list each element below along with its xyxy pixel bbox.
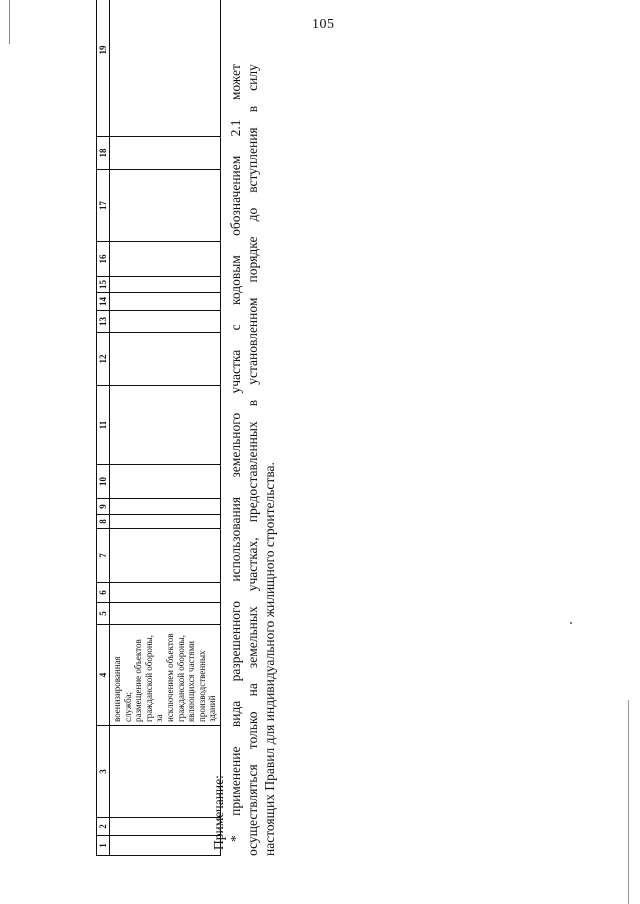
note-line-1 bbox=[227, 64, 244, 856]
scan-edge-left bbox=[9, 0, 10, 44]
cell-col-10 bbox=[110, 465, 221, 499]
note-word: * bbox=[228, 835, 243, 842]
note-line-2 bbox=[244, 64, 261, 856]
cell-line: производственных зданий bbox=[196, 650, 218, 722]
cell-col-17 bbox=[110, 170, 221, 242]
cell-col-15 bbox=[110, 277, 221, 293]
header-col-3: 3 bbox=[97, 726, 110, 818]
header-col-13: 13 bbox=[97, 311, 110, 333]
cell-col-3 bbox=[110, 726, 221, 818]
cell-col-2 bbox=[110, 818, 221, 836]
note-word: только bbox=[245, 711, 260, 750]
note-word: порядке bbox=[245, 236, 260, 283]
cell-line: гражданской обороны, bbox=[175, 635, 186, 722]
cell-line: размещение объектов bbox=[133, 639, 144, 722]
note-word: обозначением bbox=[228, 155, 243, 236]
cell-col-19 bbox=[110, 0, 221, 137]
note-word: с bbox=[228, 324, 243, 331]
header-col-6: 6 bbox=[97, 583, 110, 603]
cell-line: гражданской обороны, за bbox=[143, 635, 165, 722]
header-col-2: 2 bbox=[97, 818, 110, 836]
cell-col-5 bbox=[110, 603, 221, 625]
note-word: применение bbox=[228, 746, 243, 816]
note-word: осуществляться bbox=[245, 764, 260, 856]
cell-line: исключением объектов bbox=[165, 633, 176, 722]
note-title: Примечание: bbox=[211, 775, 226, 850]
note-word: 2.1 bbox=[228, 119, 243, 137]
cell-col-18 bbox=[110, 137, 221, 170]
header-col-18: 18 bbox=[97, 137, 110, 170]
note-word: установленном bbox=[245, 297, 260, 385]
header-col-16: 16 bbox=[97, 242, 110, 277]
note-word: земельных bbox=[245, 606, 260, 669]
note-word: может bbox=[228, 64, 243, 101]
header-col-8: 8 bbox=[97, 515, 110, 529]
header-col-19: 19 bbox=[97, 0, 110, 137]
note-word: в bbox=[245, 399, 260, 407]
note-word: до bbox=[245, 207, 260, 222]
cell-col-16 bbox=[110, 242, 221, 277]
note-word: участка bbox=[228, 349, 243, 394]
table-header-row bbox=[97, 0, 110, 856]
page-number: 105 bbox=[312, 17, 335, 32]
note-word: на bbox=[245, 683, 260, 697]
note-word: разрешенного bbox=[228, 600, 243, 682]
note-word: вида bbox=[228, 700, 243, 728]
note-word: силу bbox=[245, 64, 260, 91]
header-col-17: 17 bbox=[97, 170, 110, 242]
note-line-3: настоящих Правил для индивидуального жилищного строительства. bbox=[262, 462, 277, 856]
header-col-10: 10 bbox=[97, 465, 110, 499]
note-word: участках, bbox=[245, 537, 260, 592]
cell-line: военизированная служба; bbox=[112, 656, 133, 722]
header-col-7: 7 bbox=[97, 529, 110, 583]
header-col-9: 9 bbox=[97, 499, 110, 515]
cell-col-7 bbox=[110, 529, 221, 583]
cell-col-12 bbox=[110, 333, 221, 386]
rotated-content bbox=[96, 45, 277, 856]
cell-col-14 bbox=[110, 293, 221, 311]
note-word: в bbox=[245, 105, 260, 113]
cell-col-1 bbox=[110, 836, 221, 856]
header-col-12: 12 bbox=[97, 333, 110, 386]
note-word: предоставленных bbox=[245, 421, 260, 523]
cell-col-9 bbox=[110, 499, 221, 515]
header-col-14: 14 bbox=[97, 293, 110, 311]
header-col-15: 15 bbox=[97, 277, 110, 293]
cell-line: являющихся частями bbox=[186, 641, 197, 722]
cell-col-11 bbox=[110, 386, 221, 465]
note-word: использования bbox=[228, 496, 243, 582]
header-col-11: 11 bbox=[97, 386, 110, 465]
header-col-1: 1 bbox=[97, 836, 110, 856]
cell-col-13 bbox=[110, 311, 221, 333]
note-block bbox=[210, 64, 278, 856]
scan-edge-right bbox=[628, 700, 629, 904]
note-word: земельного bbox=[228, 412, 243, 478]
land-use-table bbox=[96, 45, 218, 856]
note-word: кодовым bbox=[228, 255, 243, 306]
note-word: вступления bbox=[245, 127, 260, 193]
header-col-4: 4 bbox=[97, 625, 110, 726]
scan-speck bbox=[570, 622, 572, 624]
cell-col-4-text bbox=[110, 625, 220, 725]
header-col-5: 5 bbox=[97, 603, 110, 625]
cell-col-4 bbox=[110, 625, 221, 726]
table-grid bbox=[96, 0, 221, 856]
cell-col-6 bbox=[110, 583, 221, 603]
cell-col-8 bbox=[110, 515, 221, 529]
table-row bbox=[110, 0, 221, 856]
